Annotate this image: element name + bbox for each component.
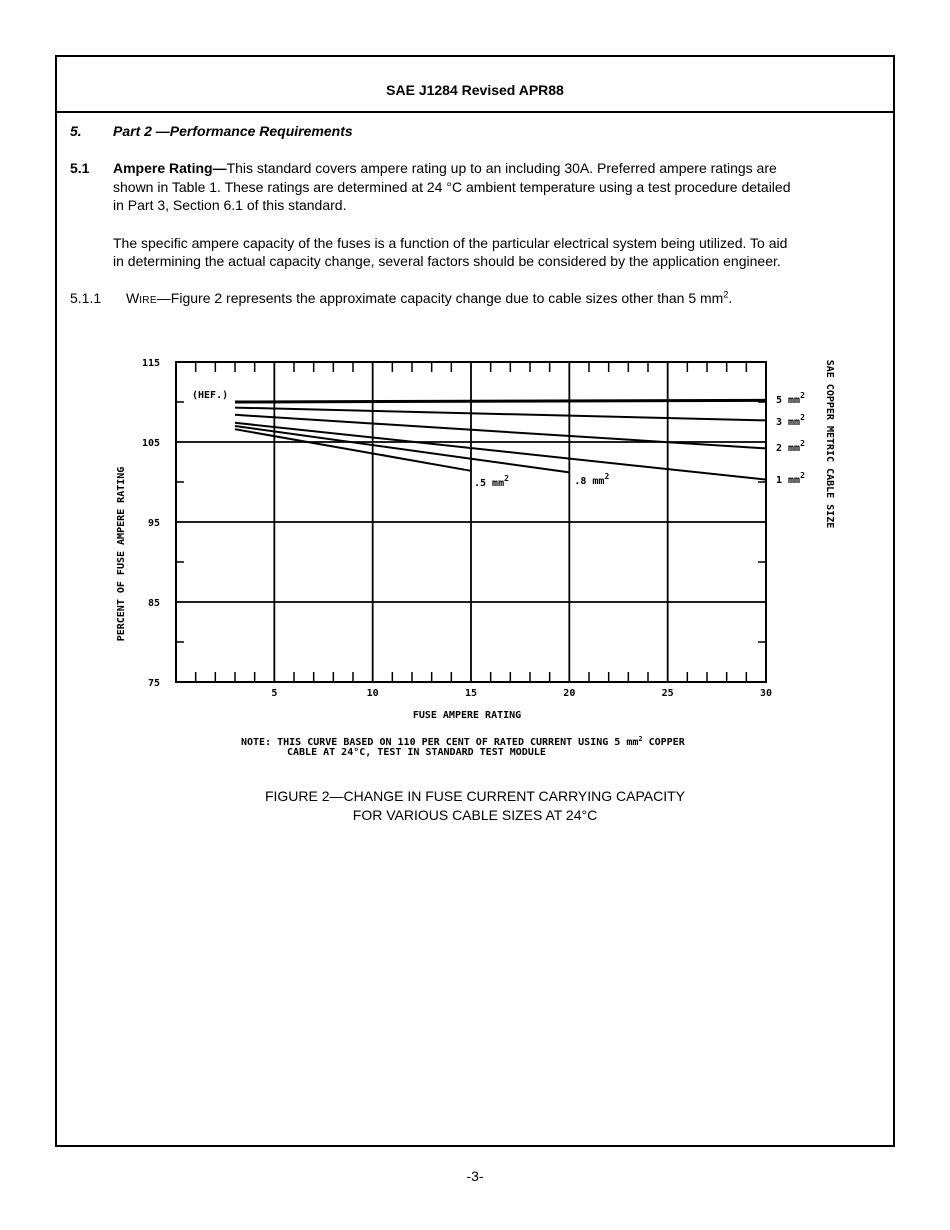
x-tick-label: 20 xyxy=(563,688,576,699)
section-title: Part 2 —Performance Requirements xyxy=(113,123,353,139)
wire-heading-first: W xyxy=(126,290,140,306)
wire-end: . xyxy=(728,290,733,306)
right-axis-title: SAE COPPER METRIC CABLE SIZE xyxy=(824,359,835,529)
series-label-sup: 2 xyxy=(800,390,805,400)
series-line xyxy=(235,408,766,421)
series-label-text: 5 mm xyxy=(776,394,801,406)
chart-grid xyxy=(176,362,766,682)
ref-label: (HEF.) xyxy=(192,390,229,401)
x-tick-label: 25 xyxy=(661,688,674,699)
series-label-sup: 2 xyxy=(604,472,610,481)
series-label xyxy=(776,413,805,428)
x-tick-label: 5 xyxy=(271,688,278,699)
y-tick-label: 75 xyxy=(147,678,160,689)
chart-series xyxy=(235,400,766,479)
y-axis-title: PERCENT OF FUSE AMPERE RATING xyxy=(116,466,127,642)
note-line-1-text: NOTE: THIS CURVE BASED ON 110 PER CENT OF RATED CURRENT USING 5 mm xyxy=(241,737,639,748)
series-label-text: .8 mm xyxy=(574,476,605,487)
subsection-line-1 xyxy=(113,159,867,177)
series-label xyxy=(776,439,805,454)
figure-caption-line-1: FIGURE 2—CHANGE IN FUSE CURRENT CARRYING CAPACITY xyxy=(264,788,686,804)
series-label-sup: 2 xyxy=(800,438,805,448)
x-tick-label: 10 xyxy=(366,688,379,699)
series-label-sup: 2 xyxy=(800,413,805,423)
x-axis-title: FUSE AMPERE RATING xyxy=(412,710,522,721)
series-label xyxy=(574,472,609,487)
wire-sup: 2 xyxy=(723,289,729,300)
series-label-text: .5 mm xyxy=(474,478,505,489)
series-label-sup: 2 xyxy=(504,474,509,483)
subsection-number: 5.1 xyxy=(70,160,90,176)
note-line-1-end: COPPER xyxy=(642,737,685,748)
series-line xyxy=(235,400,766,402)
series-label-text: 3 mm xyxy=(776,417,801,429)
paragraph-2-line-1: The specific ampere capacity of the fuses is a function of the particular electrical system being utilized. To aid xyxy=(113,235,788,251)
subsubsection-line xyxy=(126,289,732,310)
subsection-line-2: shown in Table 1. These ratings are determined at 24 °C ambient temperature using a test procedure detailed xyxy=(113,179,791,195)
wire-text: —Figure 2 represents the approximate capacity change due to cable sizes other than 5 mm xyxy=(156,290,724,306)
figure-2-chart xyxy=(110,352,850,762)
wire-heading-rest: IRE xyxy=(139,295,157,306)
page-number: -3- xyxy=(466,1168,484,1184)
y-tick-label: 95 xyxy=(147,518,160,529)
series-label xyxy=(474,474,509,489)
document-title: SAE J1284 Revised APR88 xyxy=(386,82,564,98)
subsection-heading: Ampere Rating— xyxy=(113,160,227,176)
x-tick-label: 15 xyxy=(464,688,478,699)
note-sup: 2 xyxy=(638,735,643,743)
y-tick-label: 115 xyxy=(141,358,160,369)
section-number: 5. xyxy=(70,123,82,139)
paragraph-2-line-2: in determining the actual capacity change, several factors should be considered by the application engineer. xyxy=(113,253,781,269)
chart-svg xyxy=(110,352,850,762)
note-line-2: CABLE AT 24°C, TEST IN STANDARD TEST MODULE xyxy=(287,747,546,758)
x-tick-label: 30 xyxy=(759,688,773,699)
series-label xyxy=(776,471,805,486)
series-label-sup: 2 xyxy=(800,470,805,480)
series-label-text: 1 mm xyxy=(776,474,801,486)
subsubsection-number: 5.1.1 xyxy=(70,290,102,306)
y-tick-label: 105 xyxy=(141,438,160,449)
chart-labels xyxy=(142,358,805,699)
y-tick-label: 85 xyxy=(147,598,160,609)
subsection-line-3: in Part 3, Section 6.1 of this standard. xyxy=(113,197,347,213)
series-label xyxy=(776,391,805,406)
header-bar xyxy=(57,57,893,113)
subsection-line-1-text: This standard covers ampere rating up to an including 30A. Preferred ampere ratings are xyxy=(226,160,777,176)
figure-caption-line-2: FOR VARIOUS CABLE SIZES AT 24°C xyxy=(352,807,598,823)
series-label-text: 2 mm xyxy=(776,442,801,454)
